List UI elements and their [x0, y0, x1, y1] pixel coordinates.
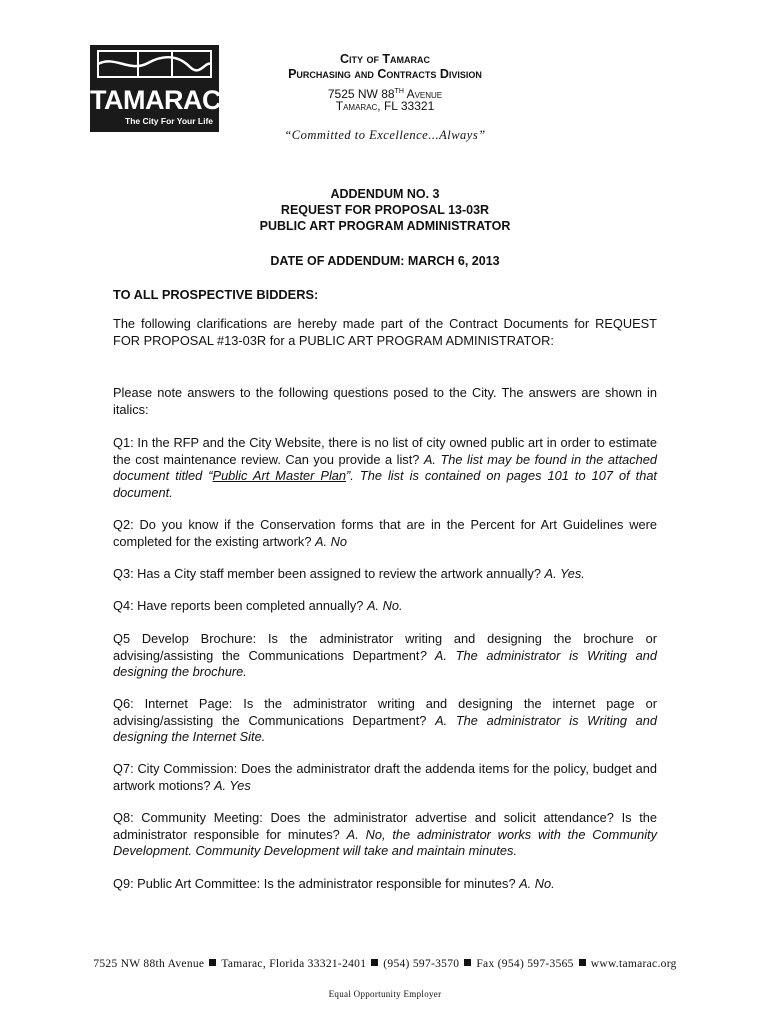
qa-item-5: Q5 Develop Brochure: Is the administrator writing and designing the brochure or advising/assisting the Communications Department? A. The administrator is Writing and designing the brochure.	[113, 631, 657, 679]
qa-item-3: Q3: Has a City staff member been assigned to review the artwork annually? A. Yes.	[113, 566, 585, 581]
address-street: Avenue	[403, 87, 443, 101]
city-logo	[90, 45, 219, 132]
square-bullet-icon	[464, 959, 471, 966]
square-bullet-icon	[209, 959, 216, 966]
salutation: TO ALL PROSPECTIVE BIDDERS:	[113, 287, 319, 302]
footer-phone: (954) 597-3570	[383, 958, 460, 970]
header-citystate: Tamarac, FL 33321	[335, 99, 435, 113]
motto: “Committed to Excellence...Always”	[284, 128, 486, 142]
logo-tagline: The City For Your Life	[125, 116, 213, 126]
square-bullet-icon	[371, 959, 378, 966]
qa-item-2: Q2: Do you know if the Conservation forms that are in the Percent for Art Guidelines were completed for the existing artwork? A. No	[113, 517, 657, 549]
rfp-number: REQUEST FOR PROPOSAL 13-03R	[280, 203, 490, 217]
note-paragraph: Please note answers to the following questions posed to the City. The answers are shown in italics:	[113, 385, 657, 417]
footer-website: www.tamarac.org	[590, 958, 677, 970]
header-division: Purchasing and Contracts Division	[288, 67, 482, 81]
addendum-date: DATE OF ADDENDUM: MARCH 6, 2013	[270, 254, 500, 268]
qa-item-6: Q6: Internet Page: Is the administrator writing and designing the internet page or advising/assisting the Communications Department? A. The administrator is Writing and designing the Internet Site.	[113, 696, 657, 744]
qa-item-4: Q4: Have reports been completed annually? A. No.	[113, 598, 403, 613]
footer-contact	[0, 958, 770, 970]
footer-fax: Fax (954) 597-3565	[476, 958, 574, 970]
equal-opportunity-employer: Equal Opportunity Employer	[328, 989, 442, 999]
footer-city: Tamarac, Florida 33321-2401	[221, 958, 367, 970]
footer-address: 7525 NW 88th Avenue	[93, 958, 205, 970]
addendum-number: ADDENDUM NO. 3	[330, 187, 440, 201]
qa-item-1: Q1: In the RFP and the City Website, there is no list of city owned public art in order to estimate the cost maintenance review. Can you provide a list? A. The list may be found in the attached document titled “Public Art Master Plan”. The list is contained on pages 101 to 107 of that document.	[113, 435, 657, 500]
rfp-title: PUBLIC ART PROGRAM ADMINISTRATOR	[259, 219, 511, 233]
qa-item-8: Q8: Community Meeting: Does the administrator advertise and solicit attendance? Is the administrator responsible for minutes? A. No, the administrator works with the Community Development. Community Development will take and maintain minutes.	[113, 810, 657, 858]
logo-wordmark: TAMARAC	[90, 85, 221, 115]
intro-paragraph: The following clarifications are hereby made part of the Contract Documents for REQUEST FOR PROPOSAL #13-03R for a PUBLIC ART PROGRAM ADMINISTRATOR:	[113, 316, 657, 348]
qa-item-7: Q7: City Commission: Does the administrator draft the addenda items for the policy, budget and artwork motions? A. Yes	[113, 761, 657, 793]
header-city: City of Tamarac	[339, 52, 431, 66]
address-number: 7525 NW 88	[327, 87, 395, 101]
wave-graphic-icon	[90, 45, 219, 85]
qa-item-9: Q9: Public Art Committee: Is the administrator responsible for minutes? A. No.	[113, 876, 555, 891]
address-suffix: TH	[394, 88, 404, 95]
square-bullet-icon	[579, 959, 586, 966]
